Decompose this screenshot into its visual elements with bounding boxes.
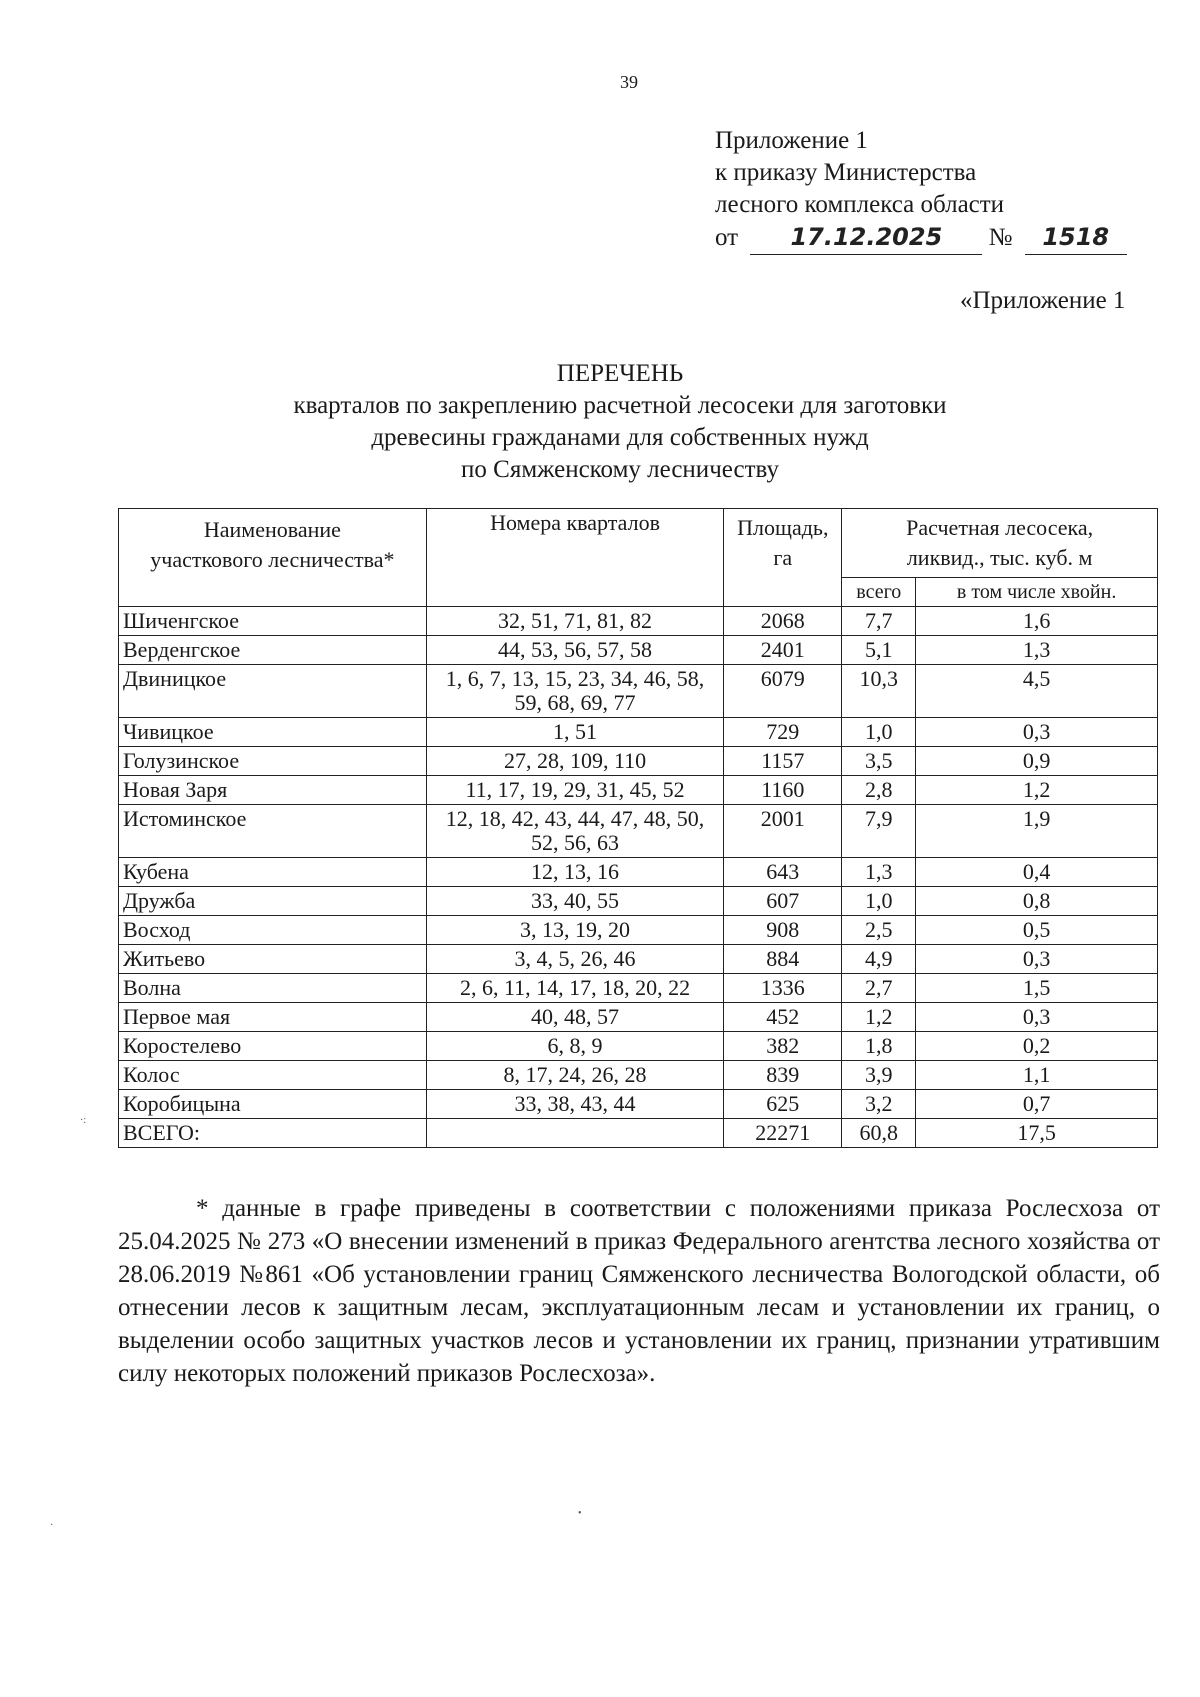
cell-quarters: 11, 17, 19, 29, 31, 45, 52 <box>426 776 724 805</box>
number-sign: № <box>988 224 1013 251</box>
cell-total: 5,1 <box>842 636 916 665</box>
cell-quarters: 6, 8, 9 <box>426 1032 724 1061</box>
table-row <box>119 945 1158 974</box>
table-row <box>119 916 1158 945</box>
cell-name: Истоминское <box>119 805 427 858</box>
total-total: 60,8 <box>842 1119 916 1148</box>
cell-total: 4,9 <box>842 945 916 974</box>
header-line-1: Приложение 1 <box>715 127 868 154</box>
table-row <box>119 776 1158 805</box>
cell-area: 6079 <box>724 665 842 718</box>
cell-area: 2068 <box>724 607 842 636</box>
header-quarters: Номера кварталов <box>426 509 724 607</box>
cell-coniferous: 0,4 <box>916 858 1158 887</box>
total-quarters <box>426 1119 724 1148</box>
table-row <box>119 858 1158 887</box>
title-line-1: кварталов по закреплению расчетной лесосеки для заготовки <box>293 392 947 419</box>
cell-quarters: 33, 40, 55 <box>426 887 724 916</box>
cell-total: 3,9 <box>842 1061 916 1090</box>
cell-name: Двиницкое <box>119 665 427 718</box>
cell-area: 452 <box>724 1003 842 1032</box>
table-row <box>119 665 1158 718</box>
cell-quarters: 33, 38, 43, 44 <box>426 1090 724 1119</box>
date-field <box>750 221 982 255</box>
cell-area: 607 <box>724 887 842 916</box>
cell-total: 3,2 <box>842 1090 916 1119</box>
total-area: 22271 <box>724 1119 842 1148</box>
title-heading: ПЕРЕЧЕНЬ <box>556 360 684 387</box>
total-coniferous: 17,5 <box>916 1119 1158 1148</box>
cell-total: 2,7 <box>842 974 916 1003</box>
cell-quarters: 32, 51, 71, 81, 82 <box>426 607 724 636</box>
cell-coniferous: 1,1 <box>916 1061 1158 1090</box>
cell-name: Житьево <box>119 945 427 974</box>
number-field <box>1025 221 1127 255</box>
header-name: Наименование участкового лесничества* <box>119 509 427 607</box>
cell-total: 1,2 <box>842 1003 916 1032</box>
cell-name: Волна <box>119 974 427 1003</box>
cell-coniferous: 1,5 <box>916 974 1158 1003</box>
table-row <box>119 1032 1158 1061</box>
cell-coniferous: 0,3 <box>916 945 1158 974</box>
cell-total: 3,5 <box>842 747 916 776</box>
cell-coniferous: 4,5 <box>916 665 1158 718</box>
table-row <box>119 1003 1158 1032</box>
total-name: ВСЕГО: <box>119 1119 427 1148</box>
cell-coniferous: 0,5 <box>916 916 1158 945</box>
cell-area: 2001 <box>724 805 842 858</box>
cell-coniferous: 0,7 <box>916 1090 1158 1119</box>
table-body <box>119 607 1158 1148</box>
cell-quarters: 12, 13, 16 <box>426 858 724 887</box>
cell-name: Новая Заря <box>119 776 427 805</box>
document-title <box>200 358 1040 486</box>
footnote-text: * данные в графе приведены в соответствии с положениями приказа Рослесхоза от 25.04.2025 № 273 «О внесении изменений в приказ Федерального агентства лесного хозяйства от 28.06.2019 №861 «Об установлении границ Сямженского лесничества Вологодской области, об отнесении лесов к защитным лесам, эксплуатационным лесам и установлении их границ, о выделении особо защитных участков лесов и установлении их границ, признании утратившим силу некоторых положений приказов Рослесхоза». <box>118 1195 1160 1387</box>
cell-total: 10,3 <box>842 665 916 718</box>
title-line-3: по Сямженскому лесничеству <box>461 456 779 483</box>
cell-area: 382 <box>724 1032 842 1061</box>
scan-speck: · <box>50 1520 54 1531</box>
cell-area: 1160 <box>724 776 842 805</box>
table-row <box>119 1061 1158 1090</box>
cell-quarters: 12, 18, 42, 43, 44, 47, 48, 50, 52, 56, 63 <box>426 805 724 858</box>
cell-coniferous: 0,9 <box>916 747 1158 776</box>
cell-coniferous: 0,8 <box>916 887 1158 916</box>
cell-coniferous: 1,6 <box>916 607 1158 636</box>
quarters-table <box>118 508 1158 1148</box>
cell-area: 884 <box>724 945 842 974</box>
cell-name: Шиченгское <box>119 607 427 636</box>
total-row <box>119 1119 1158 1148</box>
cell-area: 1336 <box>724 974 842 1003</box>
table-row <box>119 607 1158 636</box>
cell-quarters: 3, 13, 19, 20 <box>426 916 724 945</box>
appendix-quote: «Приложение 1 <box>960 287 1126 314</box>
cell-area: 643 <box>724 858 842 887</box>
cell-name: Кубена <box>119 858 427 887</box>
cell-area: 839 <box>724 1061 842 1090</box>
cell-total: 7,7 <box>842 607 916 636</box>
cell-name: Колос <box>119 1061 427 1090</box>
cell-total: 2,8 <box>842 776 916 805</box>
appendix-header <box>715 125 1127 255</box>
header-coniferous: в том числе хвойн. <box>916 578 1158 607</box>
cell-name: Восход <box>119 916 427 945</box>
cell-name: Первое мая <box>119 1003 427 1032</box>
cell-name: Верденгское <box>119 636 427 665</box>
header-line-3: лесного комплекса области <box>715 191 1005 218</box>
date-number-line <box>715 221 1127 255</box>
cell-coniferous: 1,3 <box>916 636 1158 665</box>
header-area: Площадь, га <box>724 509 842 607</box>
cell-total: 7,9 <box>842 805 916 858</box>
table-row <box>119 1090 1158 1119</box>
cell-quarters: 44, 53, 56, 57, 58 <box>426 636 724 665</box>
scan-speck: ·: <box>80 1115 87 1126</box>
cell-name: Коробицына <box>119 1090 427 1119</box>
page-number: 39 <box>620 72 638 92</box>
cell-area: 729 <box>724 718 842 747</box>
table-header-row <box>119 509 1158 578</box>
cell-total: 1,0 <box>842 718 916 747</box>
cell-total: 1,3 <box>842 858 916 887</box>
table-row <box>119 747 1158 776</box>
cell-name: Дружба <box>119 887 427 916</box>
footnote <box>118 1192 1160 1390</box>
table-row <box>119 718 1158 747</box>
cell-quarters: 3, 4, 5, 26, 46 <box>426 945 724 974</box>
cell-quarters: 27, 28, 109, 110 <box>426 747 724 776</box>
cell-total: 1,0 <box>842 887 916 916</box>
cell-quarters: 1, 51 <box>426 718 724 747</box>
cell-name: Голузинское <box>119 747 427 776</box>
header-line-2: к приказу Министерства <box>715 159 977 186</box>
cell-total: 2,5 <box>842 916 916 945</box>
table-row <box>119 636 1158 665</box>
cell-coniferous: 1,2 <box>916 776 1158 805</box>
cell-coniferous: 0,3 <box>916 718 1158 747</box>
handwritten-date: 17.12.2025 <box>790 223 943 251</box>
cell-area: 908 <box>724 916 842 945</box>
cell-coniferous: 0,3 <box>916 1003 1158 1032</box>
table-row <box>119 974 1158 1003</box>
cell-name: Коростелево <box>119 1032 427 1061</box>
cell-area: 1157 <box>724 747 842 776</box>
cell-quarters: 40, 48, 57 <box>426 1003 724 1032</box>
title-line-2: древесины гражданами для собственных нужд <box>371 424 869 451</box>
scan-speck: • <box>578 1508 582 1519</box>
cell-area: 2401 <box>724 636 842 665</box>
header-allowable-cut: Расчетная лесосека, ликвид., тыс. куб. м <box>842 509 1158 578</box>
cell-quarters: 1, 6, 7, 13, 15, 23, 34, 46, 58, 59, 68, 69, 77 <box>426 665 724 718</box>
table-row <box>119 805 1158 858</box>
cell-coniferous: 1,9 <box>916 805 1158 858</box>
cell-name: Чивицкое <box>119 718 427 747</box>
cell-area: 625 <box>724 1090 842 1119</box>
table-row <box>119 887 1158 916</box>
cell-coniferous: 0,2 <box>916 1032 1158 1061</box>
date-prefix: от <box>715 224 739 251</box>
cell-quarters: 8, 17, 24, 26, 28 <box>426 1061 724 1090</box>
cell-total: 1,8 <box>842 1032 916 1061</box>
handwritten-number: 1518 <box>1042 223 1110 251</box>
cell-quarters: 2, 6, 11, 14, 17, 18, 20, 22 <box>426 974 724 1003</box>
header-total: всего <box>842 578 916 607</box>
